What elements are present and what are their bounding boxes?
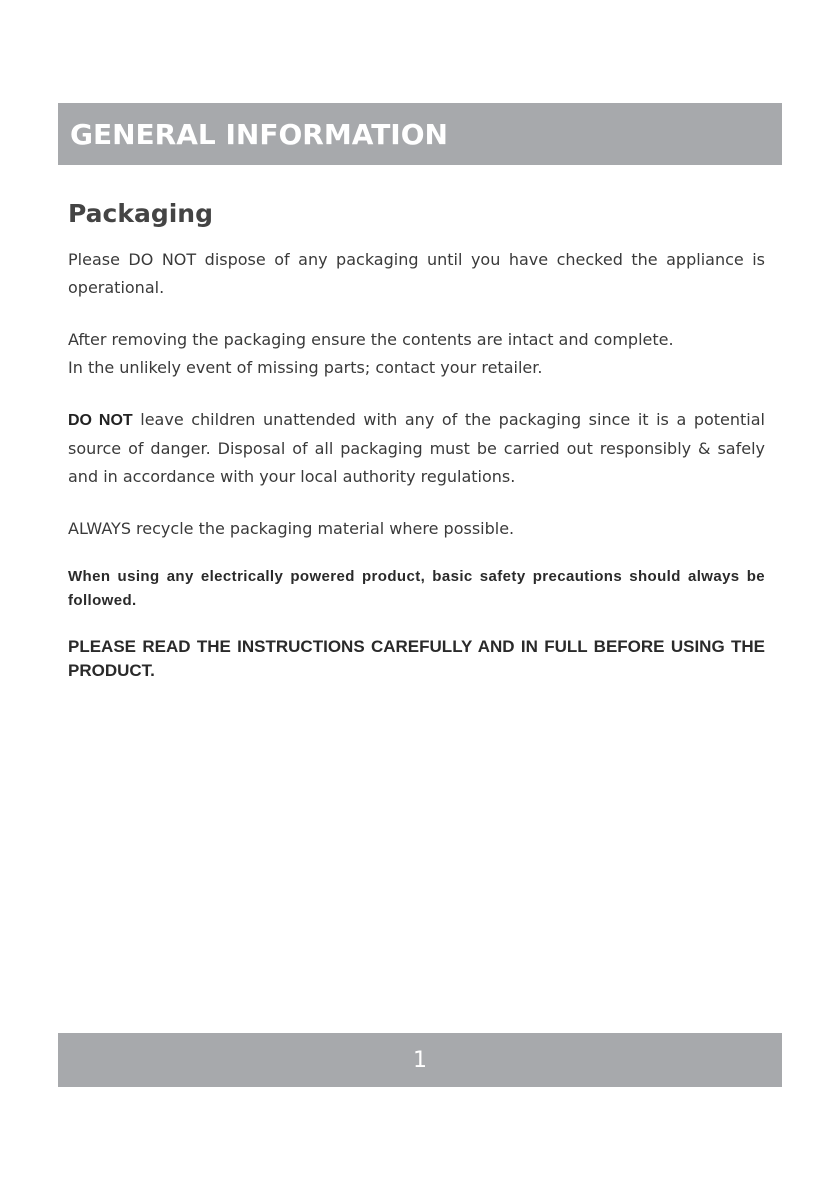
paragraph-removal-line-2: In the unlikely event of missing parts; contact your retailer.	[68, 358, 543, 377]
page-title: GENERAL INFORMATION	[70, 117, 448, 151]
safety-note: When using any electrically powered product, basic safety precautions should always be followed.	[68, 568, 765, 609]
section-header-bar	[58, 103, 782, 165]
paragraph-disposal: Please DO NOT dispose of any packaging until you have checked the appliance is operational.	[68, 250, 765, 297]
page-number: 1	[413, 1047, 427, 1073]
paragraph-removal-line-1: After removing the packaging ensure the contents are intact and complete.	[68, 330, 674, 349]
warning-emphasis: DO NOT	[68, 412, 133, 429]
warning-text: leave children unattended with any of the packaging since it is a potential source of danger. Disposal of all packaging must be carried out responsibly & safely and in accordance with your local authority regulations.	[68, 410, 766, 486]
section-heading: Packaging	[68, 199, 213, 228]
paragraph-children-warning	[68, 406, 765, 491]
main-content	[68, 198, 765, 683]
paragraph-recycle: ALWAYS recycle the packaging material where possible.	[68, 519, 515, 538]
page-footer-bar	[58, 1033, 782, 1087]
instructions-note: PLEASE READ THE INSTRUCTIONS CAREFULLY AND IN FULL BEFORE USING THE PRODUCT.	[68, 637, 765, 680]
